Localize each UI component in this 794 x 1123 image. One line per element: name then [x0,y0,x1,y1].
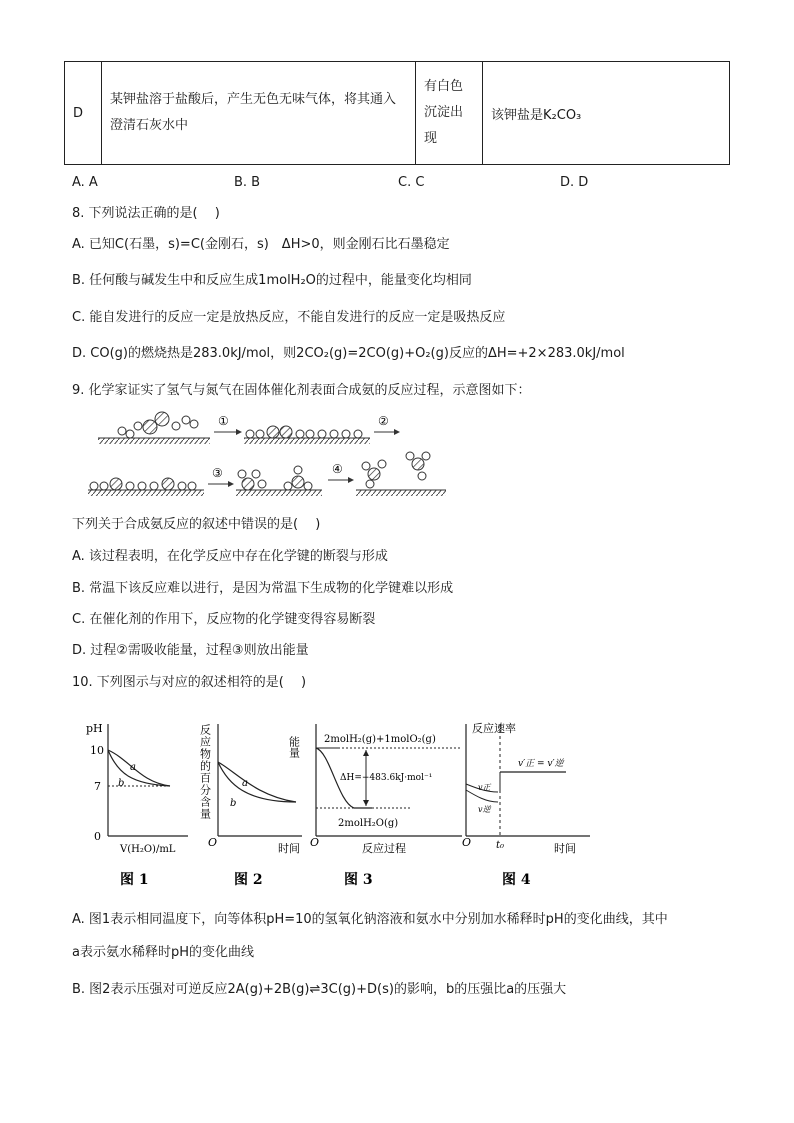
svg-text:v正: v正 [478,783,491,792]
stage-dissociated [88,478,204,496]
q10-option-b[interactable]: B. 图2表示压强对可逆反应2A(g)+2B(g)⇌3C(g)+D(s)的影响，b的压强比a的压强大 [72,982,567,997]
figure-3-caption: 图 3 [344,872,373,888]
svg-text:0: 0 [94,830,101,843]
svg-text:O: O [208,836,218,849]
svg-text:b: b [230,798,237,809]
q9-sub-stem: 下列关于合成氨反应的叙述中错误的是( ) [72,517,321,532]
svg-text:7: 7 [94,780,101,793]
stage-desorbed [356,452,446,496]
step-4-label: ④ [332,462,343,476]
q9-option-c[interactable]: C. 在催化剂的作用下，反应物的化学键变得容易断裂 [72,612,376,627]
stage-reactants [98,412,210,444]
q9-option-b[interactable]: B. 常温下该反应难以进行，是因为常温下生成物的化学键难以形成 [72,581,454,596]
svg-text:pH: pH [86,722,103,735]
svg-text:2molH₂O(g): 2molH₂O(g) [338,818,399,829]
catalyst-surface-diagram [88,410,460,502]
q7-choice-d[interactable]: D. D [560,175,589,190]
svg-text:a: a [130,762,136,773]
svg-text:反应过程: 反应过程 [362,842,406,855]
stage-adsorbed [244,426,370,444]
figure-2-caption: 图 2 [234,872,263,888]
figure-1-caption: 图 1 [120,872,149,888]
option-table [64,61,730,165]
svg-text:反应物的百分含量: 反应物的百分含量 [198,724,212,820]
svg-text:O: O [310,836,320,849]
svg-text:ΔH=−483.6kJ·mol⁻¹: ΔH=−483.6kJ·mol⁻¹ [340,773,433,783]
q7-choice-c[interactable]: C. C [398,175,425,190]
svg-text:V(H₂O)/mL: V(H₂O)/mL [120,844,176,855]
q8-stem: 8. 下列说法正确的是( ) [72,206,220,221]
step-1-label: ① [218,414,229,428]
q8-option-b[interactable]: B. 任何酸与碱发生中和反应生成1molH₂O的过程中，能量变化均相同 [72,273,472,288]
step-2-label: ② [378,414,389,428]
svg-text:v逆: v逆 [478,805,491,814]
svg-text:能量: 能量 [287,736,301,758]
q10-option-a-cont: a表示氨水稀释时pH的变化曲线 [72,945,254,960]
svg-text:时间: 时间 [278,842,300,855]
svg-text:b: b [118,778,125,789]
svg-text:v′正 = v′逆: v′正 = v′逆 [518,759,564,769]
option-cell: D [65,62,102,165]
svg-text:时间: 时间 [554,842,576,855]
svg-text:10: 10 [90,744,104,757]
q8-option-a[interactable]: A. 已知C(石墨，s)=C(金刚石，s) ΔH>0，则金刚石比石墨稳定 [72,237,450,252]
operation-cell: 某钾盐溶于盐酸后，产生无色无味气体，将其通入澄清石灰水中 [102,62,416,165]
q8-option-c[interactable]: C. 能自发进行的反应一定是放热反应，不能自发进行的反应一定是吸热反应 [72,310,506,325]
step-3-label: ③ [212,466,223,480]
table-row [65,62,730,165]
q8-option-d[interactable]: D. CO(g)的燃烧热是283.0kJ/mol，则2CO₂(g)=2CO(g)+O₂(g)反应的ΔH=+2×283.0kJ/mol [72,346,625,361]
q9-stem: 9. 化学家证实了氢气与氮气在固体催化剂表面合成氨的反应过程，示意图如下： [72,383,531,398]
stage-formed [236,466,322,496]
phenomenon-cell: 有白色沉淀出现 [416,62,483,165]
q10-option-a[interactable]: A. 图1表示相同温度下，向等体积pH=10的氢氧化钠溶液和氨水中分别加水稀释时pH的变化曲线，其中 [72,912,668,927]
conclusion-cell: 该钾盐是K₂CO₃ [483,62,730,165]
figure-4 [460,712,594,892]
svg-text:a: a [242,778,248,789]
q7-choice-a[interactable]: A. A [72,175,98,190]
q9-option-a[interactable]: A. 该过程表明，在化学反应中存在化学键的断裂与形成 [72,549,388,564]
q9-option-d[interactable]: D. 过程②需吸收能量，过程③则放出能量 [72,643,309,658]
figure-4-caption: 图 4 [502,872,531,888]
figure-1 [80,712,190,892]
q10-stem: 10. 下列图示与对应的叙述相符的是( ) [72,675,307,690]
svg-text:反应速率: 反应速率 [472,722,516,735]
svg-text:O: O [462,836,472,849]
svg-text:2molH₂(g)+1molO₂(g): 2molH₂(g)+1molO₂(g) [324,734,436,745]
q7-choice-b[interactable]: B. B [234,175,261,190]
svg-text:t₀: t₀ [496,840,505,851]
